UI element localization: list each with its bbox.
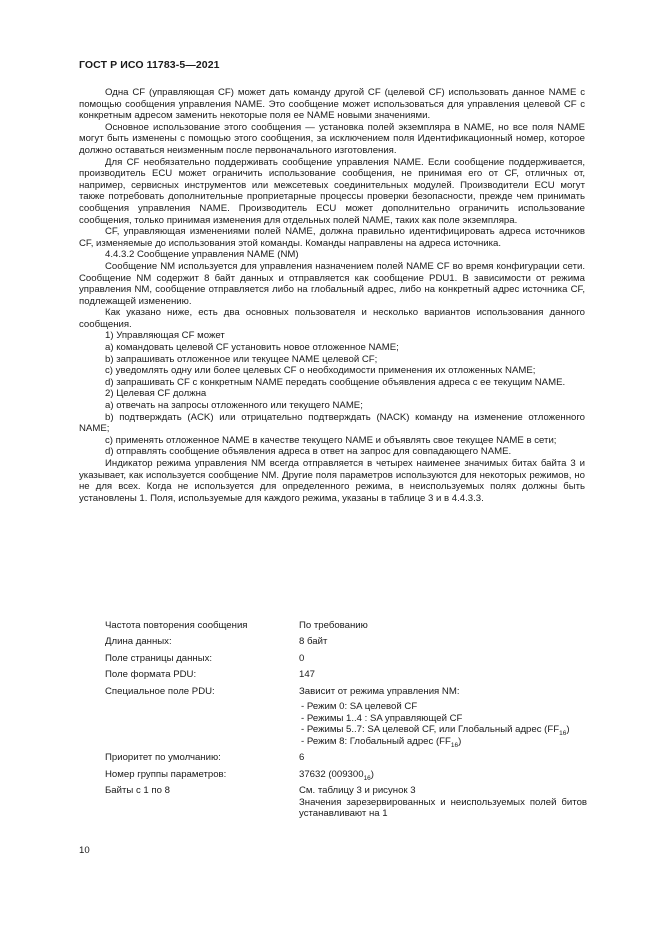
- pgn-text: 37632 (009300: [299, 768, 364, 780]
- param-value: 6: [299, 752, 305, 764]
- param-row: [105, 686, 587, 748]
- param-value: [299, 785, 587, 820]
- mode-text: ): [458, 735, 462, 747]
- list-item: c) уведомлять одну или более целевых CF о необходимости применения их отложенных NAME;: [105, 365, 536, 377]
- body-text: [79, 87, 585, 504]
- param-row: [105, 620, 587, 632]
- param-value: [299, 686, 587, 748]
- mode-text: - Режимы 5..7: SA целевой CF, или Глобальный адрес (FF: [301, 724, 560, 736]
- subscript: 16: [450, 741, 459, 749]
- param-row: [105, 785, 587, 820]
- param-row: [105, 769, 587, 781]
- param-value: 0: [299, 652, 305, 664]
- param-value-line: Значения зарезервированных и неиспользуемых полей битов устанавливают на 1: [299, 796, 587, 820]
- list-heading: 1) Управляющая CF может: [105, 330, 225, 342]
- mode-item: [299, 724, 587, 736]
- mode-item: [299, 736, 587, 748]
- param-label: Поле формата PDU:: [105, 669, 197, 681]
- param-label: Приоритет по умолчанию:: [105, 752, 221, 764]
- paragraph: Одна CF (управляющая CF) может дать команду другой CF (целевой CF) использовать данное NAME с помощью сообщения управления NAME. Это сообщение может использоваться для управления целевой CF с конкретным адресом заменить некоторые поля ее NAME новыми значениями.: [79, 87, 585, 122]
- subscript: 16: [363, 774, 371, 782]
- param-label: Байты с 1 по 8: [105, 785, 170, 797]
- mode-item: - Режимы 1..4 : SA управляющей CF: [301, 712, 463, 724]
- param-label: Частота повторения сообщения: [105, 620, 248, 631]
- section-heading: 4.4.3.2 Сообщение управления NAME (NM): [105, 249, 299, 261]
- param-label: Номер группы параметров:: [105, 768, 227, 780]
- param-row: [105, 636, 587, 648]
- param-label: Длина данных:: [105, 636, 172, 648]
- list-item: d) отправлять сообщение объявления адреса в ответ на запрос для совпадающего NAME.: [105, 446, 512, 458]
- param-value: 8 байт: [299, 636, 328, 648]
- param-row: [105, 752, 587, 764]
- list-item: c) применять отложенное NAME в качестве текущего NAME и объявлять свое текущее NAME в сети;: [105, 434, 557, 446]
- paragraph: Как указано ниже, есть два основных пользователя и несколько вариантов использования данного сообщения.: [79, 307, 585, 330]
- param-row: [105, 669, 587, 681]
- paragraph: Индикатор режима управления NM всегда отправляется в четырех наименее значимых битах байта 3 и указывает, как используется сообщение NM. Другие поля параметров используются для некоторых режимов, но не для всех. Когда не используется для определенного режима, в неиспользуемых полях должны быть установлены 1. Поля, используемые для каждого режима, указаны в таблице 3 и в 4.4.3.3.: [79, 458, 585, 504]
- param-row: [105, 653, 587, 665]
- paragraph: Для CF необязательно поддерживать сообщение управления NAME. Если сообщение поддерживается, производитель ECU может ограничить использование сообщения, не принимая его от CF, отличных от, например, сервисных инструментов или межсетевых соединительных модулей. Производители ECU могут также потребовать дополнительные проприетарные процессы проверки безопасности, прежде чем принимать сообщения управления NAME. Производитель ECU может дополнительно ограничить использование сообщения, только принимая изменения для отдельных полей NAME, таких как поле экземпляра.: [79, 156, 585, 226]
- paragraph: CF, управляющая изменениями полей NAME, должна правильно идентифицировать адреса источников CF, изменяемые до использования этой команды. Команды направлены на адреса источника.: [79, 226, 585, 249]
- paragraph: Основное использование этого сообщения — установка полей экземпляра в NAME, но все поля NAME могут быть изменены с помощью этого сообщения, за исключением поля Идентификационный номер, которое должно оставаться неизменным после первоначального изготовления.: [79, 121, 585, 156]
- param-value: По требованию: [299, 620, 368, 631]
- param-value: [299, 769, 587, 781]
- mode-text: - Режим 8: Глобальный адрес (FF: [301, 735, 451, 747]
- paragraph: Сообщение NM используется для управления назначением полей NAME CF во время конфигурации сети. Сообщение NM содержит 8 байт данных и отправляется как сообщение PDU1. В зависимости от режима управления NM, сообщение отправляется либо на глобальный адрес, либо на конкретный адрес источника CF, подлежащей изменению.: [79, 260, 585, 307]
- param-label: Поле страницы данных:: [105, 652, 213, 664]
- mode-item: - Режим 0: SA целевой CF: [301, 701, 418, 713]
- pgn-text: ): [370, 768, 374, 780]
- list-item: b) запрашивать отложенное или текущее NAME целевой CF;: [105, 353, 378, 365]
- list-item: d) запрашивать CF с конкретным NAME передать сообщение объявления адреса с ее текущим NAME.: [105, 376, 566, 388]
- list-item: a) командовать целевой CF установить новое отложенное NAME;: [105, 342, 399, 354]
- mode-list: [299, 701, 587, 747]
- param-value-intro: Зависит от режима управления NM:: [299, 685, 460, 697]
- param-label: Специальное поле PDU:: [105, 685, 215, 697]
- list-item: b) подтверждать (ACK) или отрицательно подтверждать (NACK) команду на изменение отложенного NAME;: [79, 411, 585, 435]
- list-heading: 2) Целевая CF должна: [105, 388, 207, 400]
- document-header: ГОСТ Р ИСО 11783-5—2021: [79, 59, 220, 71]
- param-value-line: См. таблицу 3 и рисунок 3: [299, 785, 416, 797]
- page-number: 10: [79, 845, 90, 856]
- mode-text: ): [566, 724, 570, 736]
- parameter-list: [105, 620, 587, 825]
- param-value: 147: [299, 669, 316, 681]
- subscript: 16: [559, 730, 567, 738]
- list-item: a) отвечать на запросы отложенного или текущего NAME;: [105, 400, 363, 412]
